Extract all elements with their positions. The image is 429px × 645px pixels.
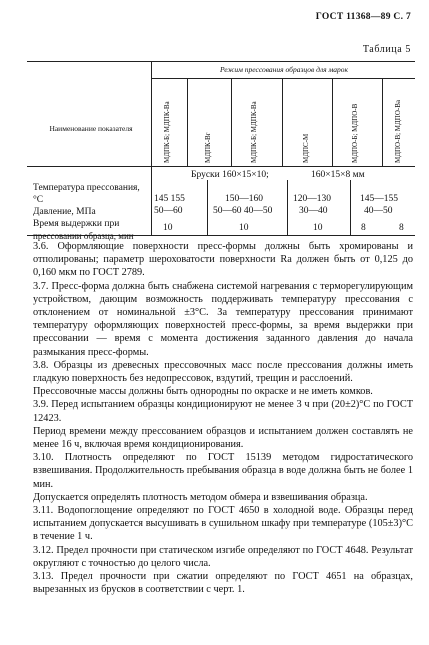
bar-size-label-2: 160×15×8 мм <box>311 170 365 180</box>
temp-value-1: 145 155 <box>154 194 185 204</box>
column-header-3: МДПК-Б; МДПК-Ва <box>250 101 258 163</box>
temp-value-2: 150—160 <box>225 194 263 204</box>
row-temp-label-2: °С <box>33 195 44 205</box>
pressure-value-4: 40—50 <box>364 206 393 216</box>
para-3-8-b: Прессовочные массы должны быть однородны по окраске и не иметь комков. <box>33 386 373 398</box>
time-value-4: 8 <box>361 223 366 233</box>
data-border-b <box>287 180 288 235</box>
para-3-9-b: Период времени между прессованием образцов и испытанием должен составлять не менее 16 ч, включая время кондиционирования. <box>33 425 413 451</box>
column-header-6: МДПО-В; МДПО-Вa <box>394 99 402 163</box>
param-header: Наименование показателя <box>49 124 133 133</box>
para-3-6: 3.6. Оформляющие поверхности пресс-формы должны быть хромированы и отполированы; параметр шероховатости поверхности Ra должен быть от 0,125 до 0,160 мкм по ГОСТ 2789. <box>33 241 413 279</box>
row-temp-label-1: Температура прессования, <box>33 183 140 193</box>
para-3-8: 3.8. Образцы из древесных прессовочных масс после прессования должны иметь гладкую поверхность без недопрессовок, вздутий, трещин и расслоений. <box>33 359 413 385</box>
body-text <box>33 240 413 596</box>
group-header: Режим прессования образцов для марок <box>219 65 349 74</box>
page-header: ГОСТ 11368—89 С. 7 <box>315 12 411 22</box>
para-3-13: 3.13. Предел прочности при сжатии определяют по ГОСТ 4651 на образцах, вырезанных из брусков в соответствии с черт. 1. <box>33 571 413 596</box>
para-3-7: 3.7. Пресс-форма должна быть снабжена системой нагревания с терморегулирующим устройством, дающим возможность поддерживать температуру прессования с отклонением от номинальной ±3°С. За температуру прессования принимают температуру оформляющих поверхностей пресс-формы, за время выдержки при прессовании — время с момента достижения заданного давления до начала размыкания пресс-формы. <box>33 280 413 358</box>
header-bottom-border <box>27 166 415 167</box>
para-3-12: 3.12. Предел прочности при статическом изгибе определяют по ГОСТ 4648. Результат округляют с точностью до целого числа. <box>33 544 413 569</box>
time-value-1: 10 <box>163 223 173 233</box>
row-time-label-1: Время выдержки при <box>33 219 120 229</box>
data-border-c <box>350 180 351 235</box>
table-top-border <box>27 61 415 62</box>
col-border-5 <box>382 78 383 166</box>
pressure-value-3: 30—40 <box>299 206 328 216</box>
pressure-value-2: 50—60 40—50 <box>213 206 273 216</box>
pressure-value-1: 50—60 <box>154 206 183 216</box>
param-column-border <box>151 61 152 236</box>
table-5 <box>27 61 415 241</box>
time-value-5: 8 <box>399 223 404 233</box>
para-3-11: 3.11. Водопоглощение определяют по ГОСТ 4650 в холодной воде. Образцы перед испытанием допускается высушивать в сушильном шкафу при температуре (105±3)°С в течение 1 ч. <box>33 505 413 543</box>
table-caption: Таблица 5 <box>362 44 411 55</box>
bar-size-label-1: Бруски 160×15×10; <box>191 170 269 180</box>
time-value-2: 10 <box>239 223 249 233</box>
temp-value-3: 120—130 <box>293 194 331 204</box>
group-header-border <box>151 78 415 79</box>
row-time-label-2: прессовании образца, мин <box>33 231 134 241</box>
col-border-1 <box>187 78 188 166</box>
col-border-2 <box>231 78 232 166</box>
data-border-a <box>207 180 208 235</box>
para-3-10: 3.10. Плотность определяют по ГОСТ 15139 методом гидростатического взвешивания. Продолжительность пребывания образца в воде должна быть не более 1 мин. <box>33 452 413 490</box>
column-header-4: МДПС-М <box>302 133 310 163</box>
column-header-2: МДПК-Вг <box>204 132 212 163</box>
col-border-4 <box>332 78 333 166</box>
row-pressure-label: Давление, МПа <box>33 207 96 217</box>
temp-value-4: 145—155 <box>360 194 398 204</box>
column-header-5: МДПО-Б; МДПО-В <box>351 103 359 163</box>
para-3-10-b: Допускается определять плотность методом обмера и взвешивания образца. <box>33 491 368 503</box>
column-header-1: МДПК-Б; МДПК-Ва <box>163 101 171 163</box>
col-border-3 <box>282 78 283 166</box>
para-3-9: 3.9. Перед испытанием образцы кондиционируют не менее 3 ч при (20±2)°С по ГОСТ 12423. <box>33 399 413 424</box>
time-value-3: 10 <box>313 223 323 233</box>
